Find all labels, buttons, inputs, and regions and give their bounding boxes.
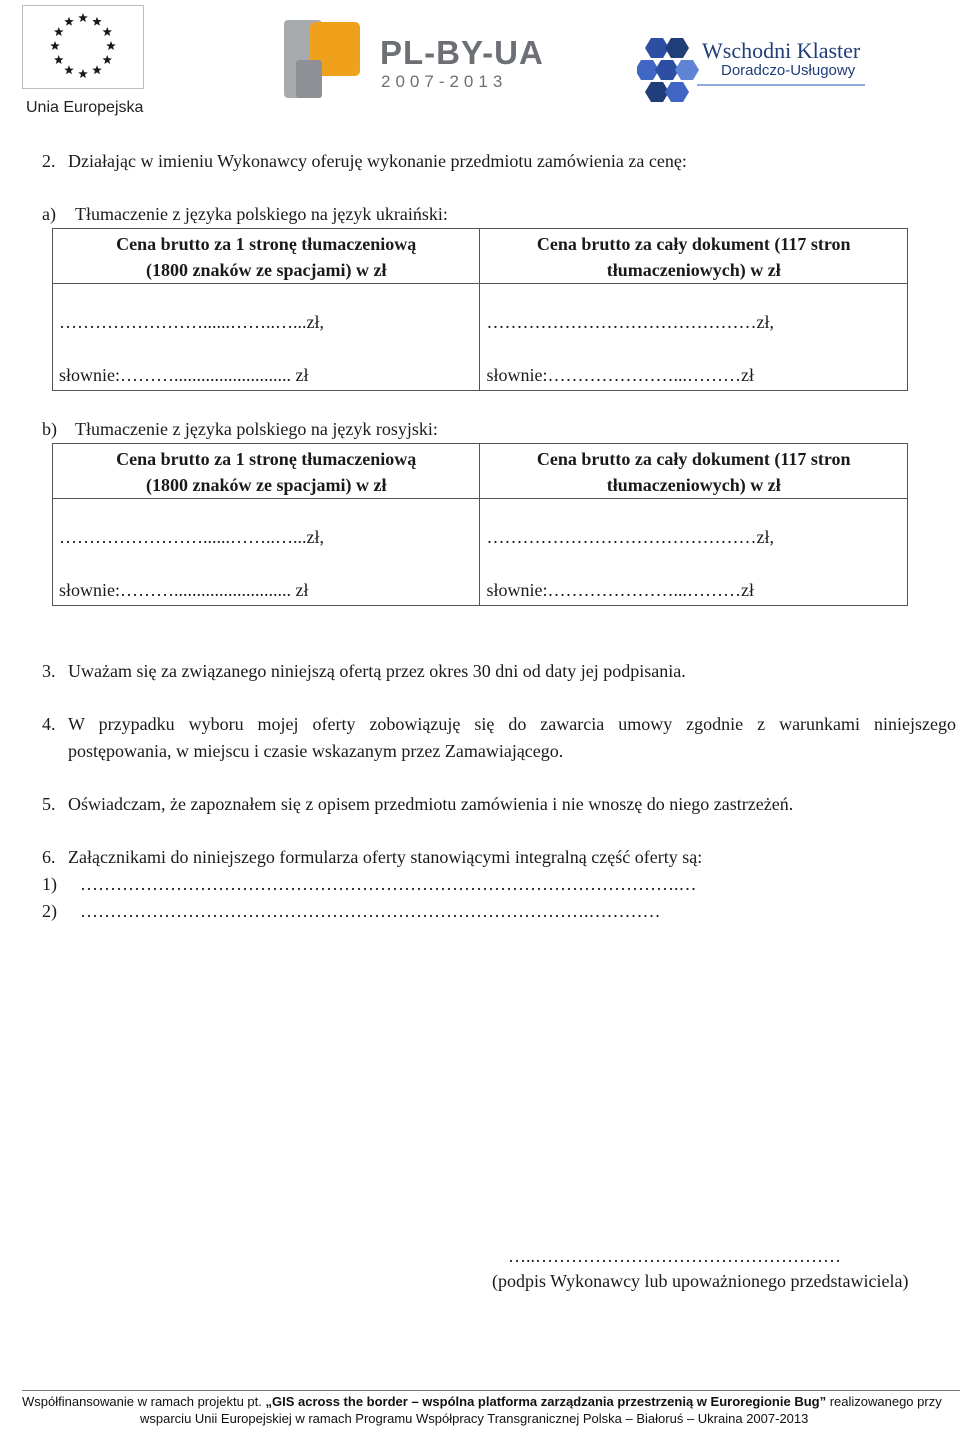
page-price-amount-field[interactable]: ……………………......……..…...zł, <box>59 312 324 332</box>
header-line: Cena brutto za cały dokument (117 stron <box>536 234 851 254</box>
footer-project-title: „GIS across the border – wspólna platforma zarządzania przestrzenią w Euroregionie Bug” <box>265 1394 827 1409</box>
hexagon-cluster-icon <box>637 34 703 102</box>
table-header-cell-page-price <box>53 444 480 499</box>
document-price-words-field[interactable]: słownie:…………………...………zł <box>486 365 754 385</box>
eu-star-icon <box>106 41 116 50</box>
cluster-underline <box>697 84 865 86</box>
price-table-ukrainian <box>52 228 908 391</box>
header-line: tłumaczeniowych) w zł <box>606 260 781 280</box>
eu-star-icon <box>54 27 64 36</box>
footer-line1 <box>22 1394 942 1409</box>
page-price-words-field[interactable]: słownie:……….......................... zł <box>59 365 309 385</box>
section3-text: Uważam się za związanego niniejszą ofertą przez okres 30 dni od daty jej podpisania. <box>68 661 686 681</box>
footer-line2: wsparciu Unii Europejskiej w ramach Programu Współpracy Transgranicznej Polska – Białoruś – Ukraina 2007-2013 <box>140 1411 809 1426</box>
eu-star-icon <box>78 69 88 78</box>
document-price-amount-field[interactable]: ………………………………………zł, <box>486 527 774 547</box>
section3-number: 3. <box>42 661 56 681</box>
header-line: Cena brutto za 1 stronę tłumaczeniową <box>116 449 417 469</box>
section2-number: 2. <box>42 151 56 171</box>
footer-line1-prefix: Współfinansowanie w ramach projektu pt. <box>22 1394 266 1409</box>
eu-star-icon <box>92 65 102 74</box>
eu-star-icon <box>50 41 60 50</box>
page-price-value-cell[interactable] <box>53 499 480 606</box>
header-line: (1800 znaków ze spacjami) w zł <box>146 260 387 280</box>
header-line: tłumaczeniowych) w zł <box>606 475 781 495</box>
attachment-2-label: 2) <box>42 901 57 921</box>
footer-divider <box>22 1390 960 1391</box>
table-header-cell-document-price <box>480 229 908 284</box>
program-logo-mark <box>284 20 362 105</box>
cluster-name-line1: Wschodni Klaster <box>702 38 861 63</box>
section4-line2: postępowania, w miejscu i czasie wskazanym przez Zamawiającego. <box>68 741 564 761</box>
price-table-russian <box>52 443 908 606</box>
part-b-letter: b) <box>42 419 57 439</box>
attachment-1-label: 1) <box>42 874 57 894</box>
program-logo-text: PL-BY-UA <box>380 34 544 71</box>
document-price-amount-field[interactable]: ………………………………………zł, <box>486 312 774 332</box>
program-logo-icon <box>284 20 362 100</box>
section4-number: 4. <box>42 714 56 734</box>
eu-star-icon <box>54 55 64 64</box>
section6-number: 6. <box>42 847 56 867</box>
eu-star-icon <box>92 17 102 26</box>
eu-logo <box>22 5 144 89</box>
eu-flag-icon <box>23 6 143 88</box>
cluster-logo-mark <box>637 34 703 107</box>
signature-line[interactable]: …..…………………………………………… <box>508 1246 841 1266</box>
section4-line1: W przypadku wyboru mojej oferty zobowiązuję się do zawarcia umowy zgodnie z warunkami niniejszego <box>68 714 956 734</box>
section5-number: 5. <box>42 794 56 814</box>
eu-star-icon <box>78 13 88 22</box>
header-line: Cena brutto za cały dokument (117 stron <box>536 449 851 469</box>
footer-line1-suffix: realizowanego przy <box>826 1394 942 1409</box>
section2-text: Działając w imieniu Wykonawcy oferuję wykonanie przedmiotu zamówienia za cenę: <box>68 151 687 171</box>
page-price-amount-field[interactable]: ……………………......……..…...zł, <box>59 527 324 547</box>
header-line: (1800 znaków ze spacjami) w zł <box>146 475 387 495</box>
page-price-words-field[interactable]: słownie:……….......................... zł <box>59 580 309 600</box>
signature-caption: (podpis Wykonawcy lub upoważnionego przedstawiciela) <box>492 1271 909 1291</box>
header-line: Cena brutto za 1 stronę tłumaczeniową <box>116 234 417 254</box>
section5-text: Oświadczam, że zapoznałem się z opisem przedmiotu zamówienia i nie wnoszę do niego zastrzeżeń. <box>68 794 794 814</box>
table-header-cell-page-price <box>53 229 480 284</box>
eu-label: Unia Europejska <box>26 99 144 116</box>
program-logo-years: 2007-2013 <box>381 72 508 91</box>
page-price-value-cell[interactable] <box>53 284 480 391</box>
section6-text: Załącznikami do niniejszego formularza oferty stanowiącymi integralną część oferty są: <box>68 847 703 867</box>
part-a-letter: a) <box>42 204 56 224</box>
part-b-title: Tłumaczenie z języka polskiego na język rosyjski: <box>75 419 438 439</box>
document-price-value-cell[interactable] <box>480 284 908 391</box>
document-price-words-field[interactable]: słownie:…………………...………zł <box>486 580 754 600</box>
part-a-title: Tłumaczenie z języka polskiego na język ukraiński: <box>75 204 448 224</box>
attachment-1-field[interactable]: ……………………………………………………………………………………….… <box>80 874 697 894</box>
eu-star-icon <box>102 55 112 64</box>
eu-star-icon <box>102 27 112 36</box>
document-price-value-cell[interactable] <box>480 499 908 606</box>
table-header-cell-document-price <box>480 444 908 499</box>
eu-star-icon <box>64 65 74 74</box>
eu-star-icon <box>64 17 74 26</box>
attachment-2-field[interactable]: ………………………………………………………………………….………… <box>80 901 661 921</box>
cluster-name-line2: Doradczo-Usługowy <box>721 62 856 79</box>
